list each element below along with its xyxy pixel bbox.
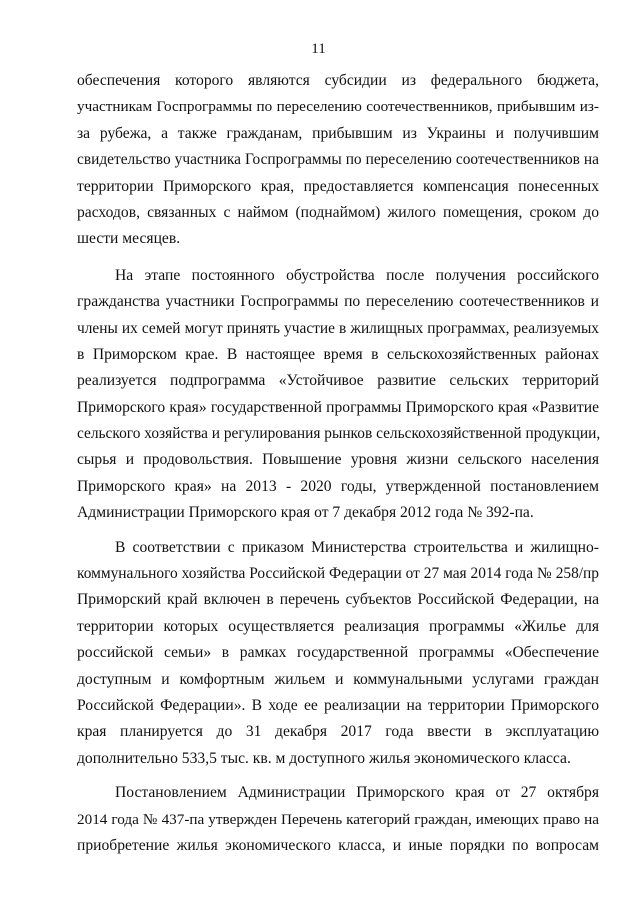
text-line: сельского хозяйства и регулирования рынков сельскохозяйственной продукции, <box>77 425 601 443</box>
text-line: Приморского края» на 2013 - 2020 годы, утвержденной постановлением <box>77 477 599 495</box>
text-line: дополнительно 533,5 тыс. кв. м доступного жилья экономического класса. <box>77 749 571 767</box>
text-line: В соответствии с приказом Министерства строительства и жилищно- <box>115 538 599 556</box>
text-line: 2014 года № 437-па утвержден Перечень категорий граждан, имеющих право на <box>77 810 599 828</box>
text-line: члены их семей могут принять участие в жилищных программах, реализуемых <box>77 319 599 337</box>
text-line: Постановлением Администрации Приморского края от 27 октября <box>115 784 599 802</box>
text-line: территории которых осуществляется реализация программы «Жилье для <box>77 617 599 635</box>
text-line: участникам Госпрограммы по переселению соотечественников, прибывшим из- <box>77 98 599 116</box>
paragraph-1 <box>77 68 599 253</box>
text-line: в Приморском крае. В настоящее время в сельскохозяйственных районах <box>77 345 599 363</box>
text-line: шести месяцев. <box>77 230 181 248</box>
text-line: свидетельство участника Госпрограммы по переселению соотечественников на <box>77 151 599 169</box>
text-line: приобретение жилья экономического класса, и иные порядки по вопросам <box>77 836 599 854</box>
text-line: доступным и комфортным жильем и коммунальными услугами граждан <box>77 670 599 688</box>
text-line: расходов, связанных с наймом (поднаймом) жилого помещения, сроком до <box>77 203 599 221</box>
text-line: обеспечения которого являются субсидии из федерального бюджета, <box>77 72 599 89</box>
text-line: Приморского края» государственной программы Приморского края «Развитие <box>77 398 599 416</box>
paragraph-4 <box>77 780 599 859</box>
page-number: 11 <box>311 41 326 57</box>
text-line: Приморский край включен в перечень субъектов Российской Федерации, на <box>77 591 599 609</box>
paragraph-3 <box>77 535 599 773</box>
document-body <box>77 68 599 859</box>
text-line: территории Приморского края, предоставляется компенсация понесенных <box>77 177 599 195</box>
text-line: На этапе постоянного обустройства после получения российского <box>115 266 599 284</box>
text-line: коммунального хозяйства Российской Федерации от 27 мая 2014 года № 258/пр <box>77 565 599 583</box>
text-line: сырья и продовольствия. Повышение уровня жизни сельского населения <box>77 451 599 469</box>
text-line: Администрации Приморского края от 7 декабря 2012 года № 392-па. <box>77 504 534 522</box>
text-line: Российской Федерации». В ходе ее реализации на территории Приморского <box>77 696 599 714</box>
paragraph-2 <box>77 263 599 527</box>
text-line: края планируется до 31 декабря 2017 года ввести в эксплуатацию <box>77 723 599 741</box>
text-line: за рубежа, а также гражданам, прибывшим из Украины и получившим <box>77 124 599 142</box>
text-line: реализуется подпрограмма «Устойчивое развитие сельских территорий <box>77 372 599 390</box>
text-line: российской семьи» в рамках государственной программы «Обеспечение <box>77 644 599 662</box>
text-line: гражданства участники Госпрограммы по переселению соотечественников и <box>77 293 599 311</box>
